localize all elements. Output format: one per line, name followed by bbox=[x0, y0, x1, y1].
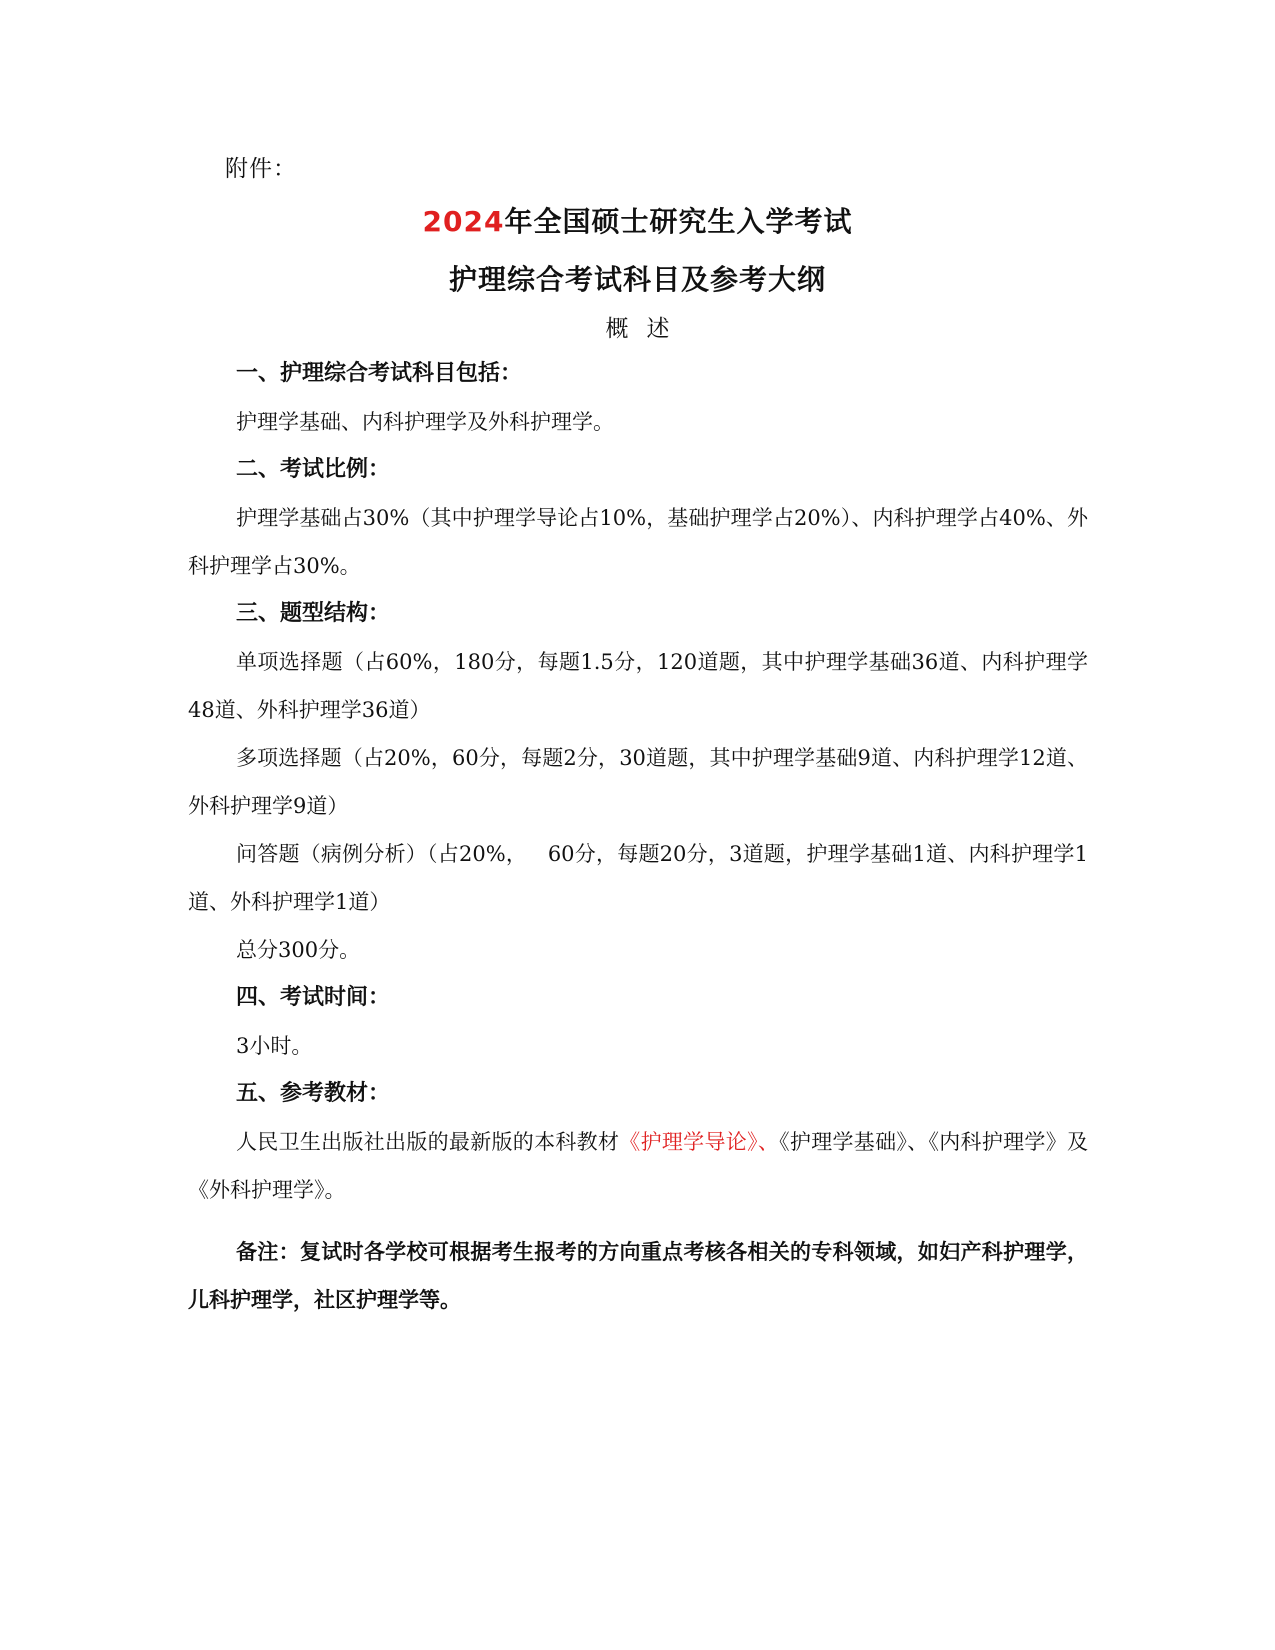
title-line-1-text: 年全国硕士研究生入学考试 bbox=[504, 205, 853, 238]
document-title-line-2: 护理综合考试科目及参考大纲 bbox=[448, 263, 826, 296]
section-heading-ratio: 二、考试比例： bbox=[236, 457, 391, 482]
section-heading-subjects: 一、护理综合考试科目包括： bbox=[236, 361, 523, 386]
textbooks-prefix: 人民卫生出版社出版的最新版的本科教材 bbox=[236, 1130, 620, 1154]
section-heading-exam-time: 四、考试时间： bbox=[236, 985, 391, 1010]
single-choice-paragraph: 单项选择题（占60%，180分，每题1.5分，120道题，其中护理学基础36道、内科护理学48道、外科护理学36道） bbox=[188, 650, 1088, 722]
note-paragraph: 备注：复试时各学校可根据考生报考的方向重点考核各相关的专科领域，如妇产科护理学，儿科护理学，社区护理学等。 bbox=[188, 1240, 1088, 1312]
essay-paragraph: 问答题（病例分析）（占20%， 60分，每题20分，3道题，护理学基础1道、内科护理学1道、外科护理学1道） bbox=[188, 842, 1088, 914]
total-score-paragraph: 总分300分。 bbox=[236, 938, 361, 962]
document-body bbox=[188, 350, 1088, 1214]
subjects-paragraph: 护理学基础、内科护理学及外科护理学。 bbox=[236, 410, 614, 434]
document-title-line-1 bbox=[0, 200, 1275, 240]
multiple-choice-paragraph: 多项选择题（占20%，60分，每题2分，30道题，其中护理学基础9道、内科护理学12道、外科护理学9道） bbox=[188, 746, 1088, 818]
textbooks-highlighted: 《护理学导论》、 bbox=[619, 1130, 780, 1154]
textbooks-paragraph bbox=[188, 1118, 1088, 1214]
section-heading-question-types: 三、题型结构： bbox=[236, 601, 391, 626]
overview-label: 概述 bbox=[605, 316, 688, 342]
attachment-label: 附件： bbox=[225, 156, 297, 182]
exam-time-paragraph: 3小时。 bbox=[236, 1034, 313, 1058]
section-heading-textbooks: 五、参考教材： bbox=[236, 1081, 391, 1106]
textbooks-suffix: 《护理学基础》、《内科护理学》及《外科护理学》。 bbox=[188, 1130, 1089, 1202]
title-year: 2024 bbox=[422, 205, 505, 238]
ratio-paragraph: 护理学基础占30%（其中护理学导论占10%，基础护理学占20%）、内科护理学占40%、外科护理学占30%。 bbox=[188, 506, 1088, 578]
